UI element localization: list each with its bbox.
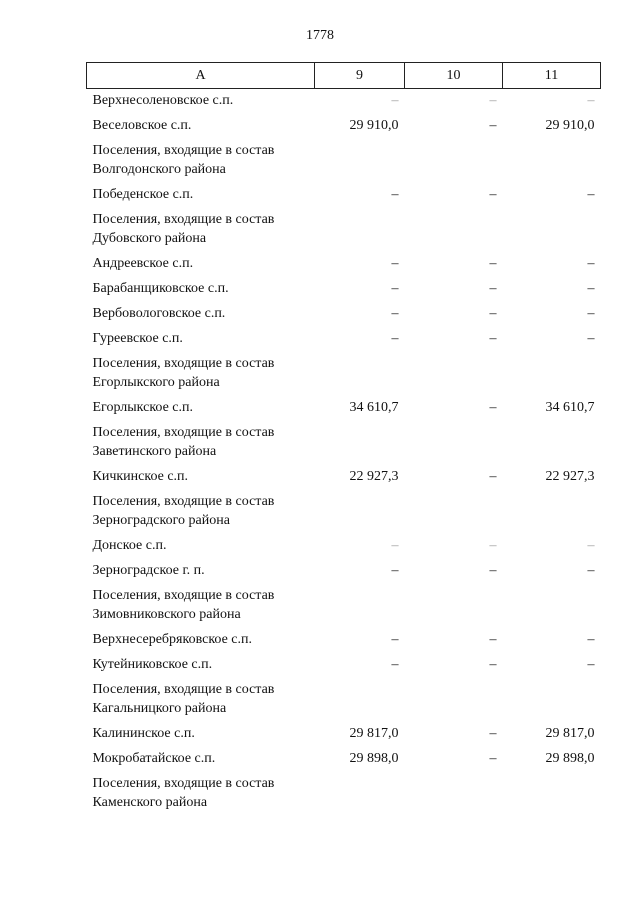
value-cell-col-10: – (489, 281, 497, 296)
value-cell-col-9 (315, 489, 405, 533)
table-row (87, 276, 601, 301)
settlement-name-cell: Донское с.п. (92, 538, 167, 553)
value-cell-col-9: – (391, 632, 399, 647)
table-header-row (87, 63, 601, 89)
settlement-name-cell: Поселения, входящие в состав Волгодонского района (92, 143, 275, 177)
value-cell-col-9: – (391, 331, 399, 346)
value-cell-col-10 (405, 420, 503, 464)
table-row (87, 89, 601, 114)
table-row (87, 251, 601, 276)
value-cell-col-11: 22 927,3 (545, 469, 595, 484)
budget-table (86, 62, 601, 815)
settlement-name-cell: Поселения, входящие в состав Зерноградского района (92, 494, 275, 528)
value-cell-col-11: – (587, 281, 595, 296)
header-col-a: А (87, 63, 315, 89)
value-cell-col-9: – (391, 538, 399, 553)
value-cell-col-10 (405, 351, 503, 395)
value-cell-col-11: – (587, 538, 595, 553)
value-cell-col-10: – (489, 751, 497, 766)
settlement-name-cell: Андреевское с.п. (92, 256, 194, 271)
page-number: 1778 (306, 28, 334, 43)
value-cell-col-9: – (391, 281, 399, 296)
table-row (87, 301, 601, 326)
value-cell-col-11: – (587, 632, 595, 647)
table-row (87, 746, 601, 771)
settlement-name-cell: Победенское с.п. (92, 187, 194, 202)
value-cell-col-10: – (489, 331, 497, 346)
value-cell-col-10: – (489, 538, 497, 553)
group-heading-row (87, 771, 601, 815)
settlement-name-cell: Кичкинское с.п. (92, 469, 189, 484)
table-row (87, 113, 601, 138)
value-cell-col-9 (315, 420, 405, 464)
value-cell-col-9 (315, 771, 405, 815)
value-cell-col-10 (405, 583, 503, 627)
settlement-name-cell: Веселовское с.п. (92, 118, 192, 133)
value-cell-col-11: – (587, 657, 595, 672)
settlement-name-cell: Поселения, входящие в состав Кагальницкого района (92, 682, 275, 716)
value-cell-col-9: 22 927,3 (349, 469, 399, 484)
group-heading-row (87, 207, 601, 251)
value-cell-col-10 (405, 489, 503, 533)
table-row (87, 627, 601, 652)
value-cell-col-11: 29 898,0 (545, 751, 595, 766)
header-col-11: 11 (503, 63, 601, 89)
settlement-name-cell: Верхнесоленовское с.п. (92, 93, 234, 108)
value-cell-col-11 (503, 771, 601, 815)
settlement-name-cell: Егорлыкское с.п. (92, 400, 194, 415)
value-cell-col-9: 29 898,0 (349, 751, 399, 766)
value-cell-col-10: – (489, 256, 497, 271)
table-row (87, 533, 601, 558)
value-cell-col-9: 34 610,7 (349, 400, 399, 415)
settlement-name-cell: Калининское с.п. (92, 726, 195, 741)
value-cell-col-10: – (489, 93, 497, 108)
value-cell-col-11 (503, 420, 601, 464)
value-cell-col-11 (503, 677, 601, 721)
header-col-9: 9 (315, 63, 405, 89)
table-row (87, 721, 601, 746)
settlement-name-cell: Поселения, входящие в состав Егорлыкского района (92, 356, 275, 390)
group-heading-row (87, 583, 601, 627)
value-cell-col-9: – (391, 563, 399, 578)
value-cell-col-10: – (489, 306, 497, 321)
value-cell-col-9: 29 817,0 (349, 726, 399, 741)
settlement-name-cell: Поселения, входящие в состав Дубовского района (92, 212, 275, 246)
settlement-name-cell: Поселения, входящие в состав Заветинского района (92, 425, 275, 459)
value-cell-col-11: – (587, 187, 595, 202)
value-cell-col-9 (315, 351, 405, 395)
value-cell-col-10: – (489, 657, 497, 672)
value-cell-col-10: – (489, 726, 497, 741)
value-cell-col-11 (503, 207, 601, 251)
value-cell-col-11: 29 817,0 (545, 726, 595, 741)
settlement-name-cell: Верхнесеребряковское с.п. (92, 632, 252, 647)
value-cell-col-11: – (587, 256, 595, 271)
value-cell-col-9: – (391, 306, 399, 321)
value-cell-col-10: – (489, 632, 497, 647)
table-row (87, 652, 601, 677)
settlement-name-cell: Поселения, входящие в состав Зимовниковского района (92, 588, 275, 622)
value-cell-col-10 (405, 677, 503, 721)
value-cell-col-11: – (587, 93, 595, 108)
value-cell-col-11 (503, 351, 601, 395)
value-cell-col-10 (405, 207, 503, 251)
table-row (87, 182, 601, 207)
value-cell-col-11: 34 610,7 (545, 400, 595, 415)
table-row (87, 464, 601, 489)
group-heading-row (87, 138, 601, 182)
table-row (87, 395, 601, 420)
value-cell-col-9: – (391, 93, 399, 108)
value-cell-col-10: – (489, 118, 497, 133)
settlement-name-cell: Мокробатайское с.п. (92, 751, 216, 766)
value-cell-col-9 (315, 138, 405, 182)
group-heading-row (87, 489, 601, 533)
table-body (87, 89, 601, 816)
value-cell-col-9: – (391, 187, 399, 202)
group-heading-row (87, 351, 601, 395)
value-cell-col-11: 29 910,0 (545, 118, 595, 133)
value-cell-col-11: – (587, 306, 595, 321)
settlement-name-cell: Барабанщиковское с.п. (92, 281, 229, 296)
value-cell-col-10: – (489, 187, 497, 202)
settlement-name-cell: Вербовологовское с.п. (92, 306, 226, 321)
value-cell-col-10 (405, 138, 503, 182)
settlement-name-cell: Поселения, входящие в состав Каменского района (92, 776, 275, 810)
value-cell-col-9: – (391, 657, 399, 672)
value-cell-col-10: – (489, 469, 497, 484)
value-cell-col-9 (315, 677, 405, 721)
value-cell-col-10 (405, 771, 503, 815)
group-heading-row (87, 677, 601, 721)
table-row (87, 326, 601, 351)
value-cell-col-11: – (587, 331, 595, 346)
value-cell-col-10: – (489, 400, 497, 415)
group-heading-row (87, 420, 601, 464)
value-cell-col-11 (503, 138, 601, 182)
value-cell-col-10: – (489, 563, 497, 578)
value-cell-col-9: – (391, 256, 399, 271)
value-cell-col-11 (503, 489, 601, 533)
value-cell-col-11 (503, 583, 601, 627)
settlement-name-cell: Гуреевское с.п. (92, 331, 183, 346)
value-cell-col-11: – (587, 563, 595, 578)
value-cell-col-9 (315, 207, 405, 251)
settlement-name-cell: Кутейниковское с.п. (92, 657, 213, 672)
table-row (87, 558, 601, 583)
header-col-10: 10 (405, 63, 503, 89)
value-cell-col-9: 29 910,0 (349, 118, 399, 133)
value-cell-col-9 (315, 583, 405, 627)
settlement-name-cell: Зерноградское г. п. (92, 563, 205, 578)
